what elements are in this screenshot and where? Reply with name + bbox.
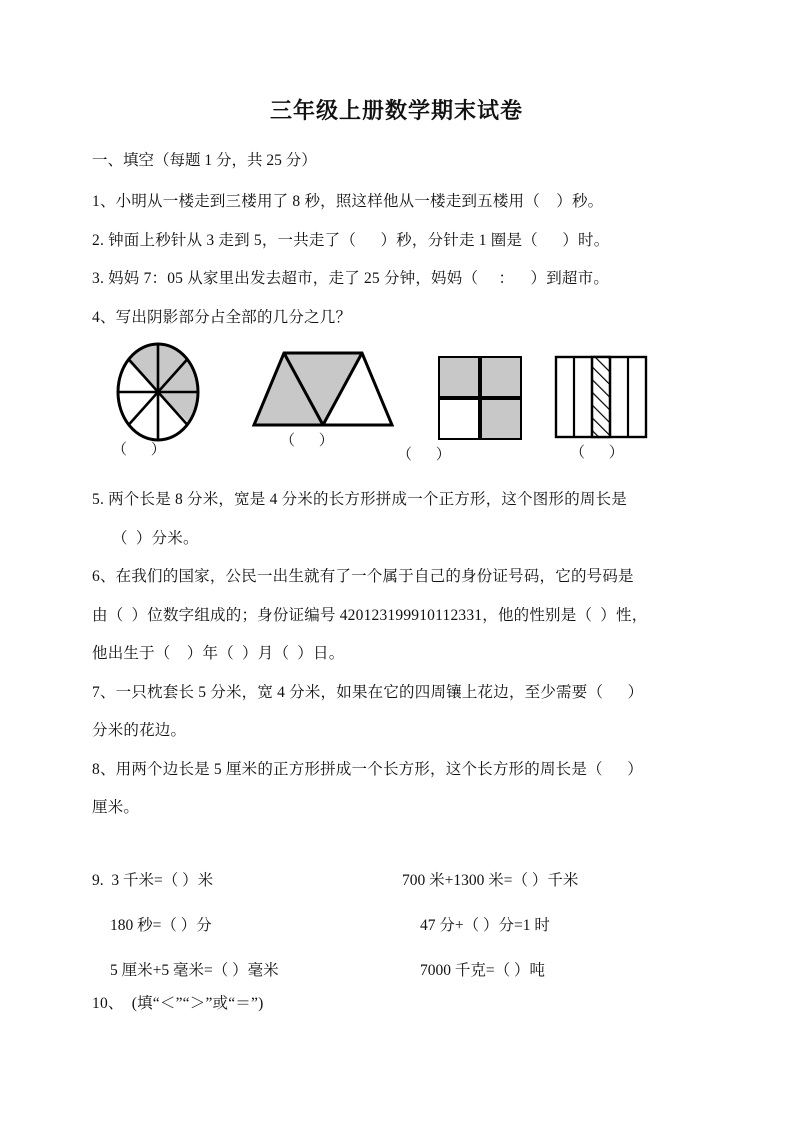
figure-3-answer-blank[interactable]: （ ）	[397, 447, 461, 463]
conversion-row	[92, 958, 712, 980]
hatched-rectangle-five-strips-icon	[554, 355, 650, 443]
conversion-2-right-text[interactable]: 7000 千克=（ ）吨	[420, 962, 545, 979]
figure-1-answer-blank[interactable]: （ ）	[112, 442, 176, 458]
question-10-block	[92, 996, 712, 1035]
question-1: 1、小明从一楼走到三楼用了 8 秒，照这样他从一楼走到五楼用（ ）秒。	[92, 193, 604, 210]
question-6-line-3: 他出生于（ ）年（ ）月（ ）日。	[92, 645, 345, 662]
figure-shaded-ellipse	[110, 340, 206, 458]
conversion-0-right-text[interactable]: 700 米+1300 米=（ ）千米	[402, 872, 579, 889]
conversion-row	[92, 913, 712, 935]
conversion-row	[92, 868, 712, 890]
conversion-0-left-text[interactable]: 3 千米=（ ）米	[111, 872, 214, 889]
question-10: 10、 (填“＜”“＞”或“＝”)	[92, 995, 264, 1012]
question-9-conversions	[92, 868, 712, 1003]
question-3: 3. 妈妈 7：05 从家里出发去超市，走了 25 分钟，妈妈（ ： ）到超市。	[92, 270, 610, 287]
shaded-trapezoid-four-triangles-icon	[252, 345, 394, 431]
figure-4-answer-blank[interactable]: （ ）	[570, 445, 634, 461]
page-title: 三年级上册数学期末试卷	[269, 98, 523, 123]
figure-hatched-rectangle	[554, 355, 650, 461]
section-heading-fill-in-blanks: 一、填空（每题 1 分，共 25 分）	[92, 152, 317, 169]
conversion-1-left-text[interactable]: 180 秒=（ ）分	[110, 917, 212, 934]
figure-2-answer-blank[interactable]: （ ）	[280, 433, 344, 449]
question-7-line-1: 7、一只枕套长 5 分米，宽 4 分米，如果在它的四周镶上花边，至少需要（ ）	[92, 683, 644, 701]
question-4: 4、写出阴影部分占全部的几分之几？	[92, 308, 352, 326]
exam-body	[92, 148, 712, 348]
question-5-line-2: （ ）分米。	[112, 529, 199, 547]
question-8-line-2: 厘米。	[92, 799, 140, 816]
conversion-row-0-left	[92, 868, 392, 890]
question-4-figures	[92, 335, 712, 470]
exam-body-lower	[92, 492, 712, 839]
conversion-1-right-text[interactable]: 47 分+（ ）分=1 时	[420, 917, 550, 934]
question-5-line-1: 5. 两个长是 8 分米，宽是 4 分米的长方形拼成一个正方形，这个图形的周长是	[92, 491, 628, 508]
conversion-2-left-text[interactable]: 5 厘米+5 毫米=（ ）毫米	[110, 962, 279, 979]
shaded-ellipse-eight-sectors-icon	[110, 340, 206, 444]
figure-shaded-square-grid	[397, 355, 525, 463]
question-8-line-1: 8、用两个边长是 5 厘米的正方形拼成一个长方形，这个长方形的周长是（ ）	[92, 760, 643, 778]
question-6-line-2: 由（ ）位数字组成的；身份证编号 420123199910112331，他的性别是（ ）性，	[92, 606, 648, 624]
question-2: 2. 钟面上秒针从 3 走到 5，一共走了（ ）秒，分针走 1 圈是（ ）时。	[92, 231, 610, 249]
question-9-number: 9.	[92, 872, 104, 889]
question-6-line-1: 6、在我们的国家，公民一出生就有了一个属于自己的身份证号码，它的号码是	[92, 568, 634, 585]
figure-shaded-trapezoid	[252, 345, 394, 449]
question-7-line-2: 分米的花边。	[92, 722, 187, 739]
shaded-square-four-cells-icon	[437, 355, 525, 443]
